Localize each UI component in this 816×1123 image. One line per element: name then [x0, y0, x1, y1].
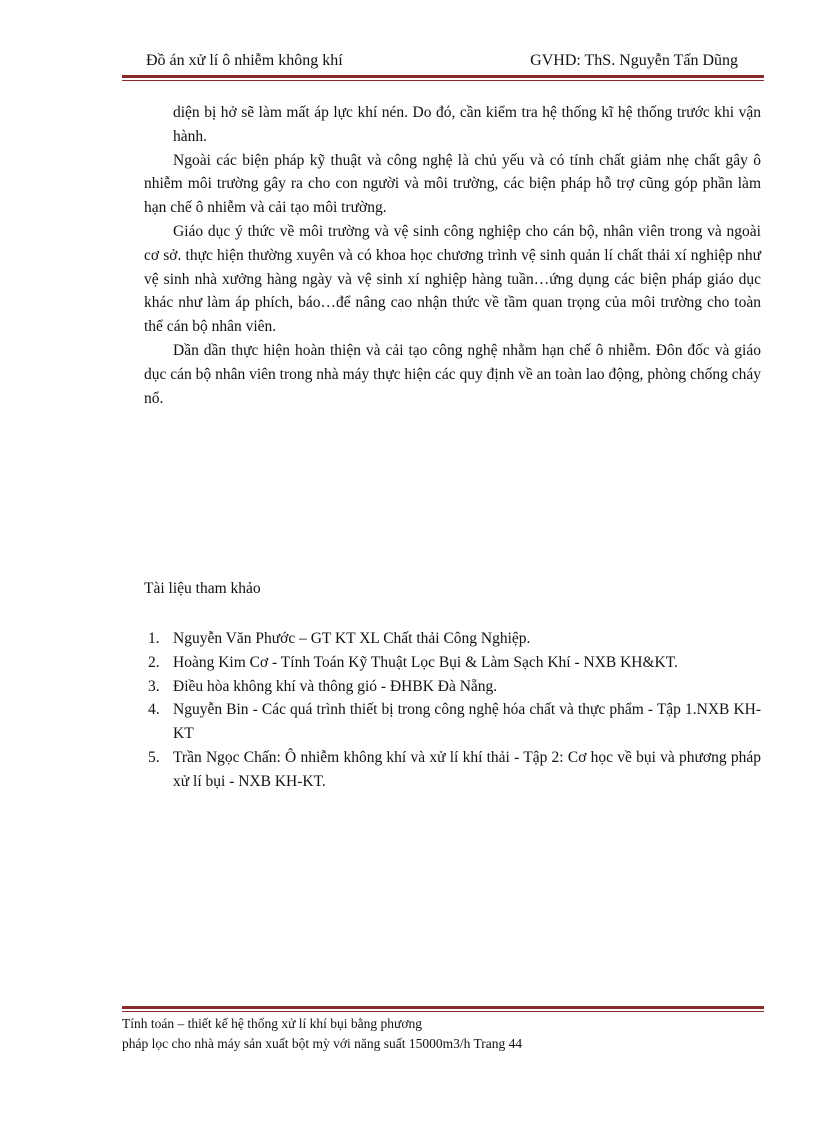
reference-text: Nguyễn Bin - Các quá trình thiết bị trong công nghệ hóa chất và thực phẩm - Tập 1.NXB KH-KT [173, 701, 761, 743]
header-rule-thin [122, 80, 764, 81]
footer-line: pháp lọc cho nhà máy sản xuất bột mỳ với năng suất 15000m3/h Trang 44 [122, 1036, 523, 1051]
body-text [144, 101, 761, 410]
reference-item [144, 698, 761, 746]
footer-rule-thick [122, 1006, 764, 1009]
page-footer [122, 1014, 764, 1054]
paragraph: Dần dần thực hiện hoàn thiện và cải tạo công nghệ nhằm hạn chế ô nhiễm. Đôn đốc và giáo dục cán bộ nhân viên trong nhà máy thực hiện các quy định về an toàn lao động, phòng chống cháy nổ. [144, 341, 761, 407]
reference-number: 5. [148, 748, 160, 766]
reference-number: 4. [148, 701, 160, 719]
paragraph: Ngoài các biện pháp kỹ thuật và công nghệ là chủ yếu và có tính chất giảm nhẹ chất gây ô nhiễm môi trường gây ra cho con người và môi trường, các biện pháp hỗ trợ cũng góp phần làm hạn chế ô nhiễm và cải tạo môi trường. [144, 151, 761, 217]
paragraph: Giáo dục ý thức về môi trường và vệ sinh công nghiệp cho cán bộ, nhân viên trong và ngoài cơ sở. thực hiện thường xuyên và có khoa học chương trình vệ sinh quản lí chất thải xí nghiệp như vệ sinh nhà xưởng hàng ngày và vệ sinh xí nghiệp hàng tuần…ứng dụng các biện pháp giáo dục khác như làm áp phích, báo…để nâng cao nhận thức về tầm quan trọng của môi trường cho toàn thể cán bộ nhân viên. [144, 222, 761, 336]
reference-number: 2. [148, 653, 160, 671]
reference-number: 1. [148, 630, 160, 647]
reference-text: Hoàng Kim Cơ - Tính Toán Kỹ Thuật Lọc Bụi & Làm Sạch Khí - NXB KH&KT. [173, 653, 678, 671]
header-title: Đồ án xử lí ô nhiễm không khí [146, 52, 343, 69]
footer-line: Tính toán – thiết kế hệ thống xử lí khí bụi bằng phương [122, 1016, 422, 1031]
reference-text: Nguyễn Văn Phước – GT KT XL Chất thải Công Nghiệp. [173, 630, 531, 647]
references-heading: Tài liệu tham khảo [144, 580, 261, 597]
reference-item [144, 651, 761, 675]
footer-rule-thin [122, 1011, 764, 1012]
reference-item [144, 627, 761, 651]
reference-list [144, 627, 761, 794]
page-header [122, 50, 764, 76]
header-advisor: GVHD: ThS. Nguyễn Tấn Dũng [530, 52, 738, 69]
header-rule-thick [122, 75, 764, 78]
paragraph: diện bị hở sẽ làm mất áp lực khí nén. Do đó, cần kiểm tra hệ thống kĩ hệ thống trước khi vận hành. [173, 104, 761, 145]
reference-number: 3. [148, 677, 160, 695]
reference-text: Trần Ngọc Chấn: Ô nhiễm không khí và xử lí khí thải - Tập 2: Cơ học về bụi và phương pháp xử lí bụi - NXB KH-KT. [173, 748, 761, 790]
reference-item [144, 746, 761, 794]
reference-text: Điều hòa không khí và thông gió - ĐHBK Đà Nẵng. [173, 677, 498, 695]
reference-item [144, 675, 761, 699]
